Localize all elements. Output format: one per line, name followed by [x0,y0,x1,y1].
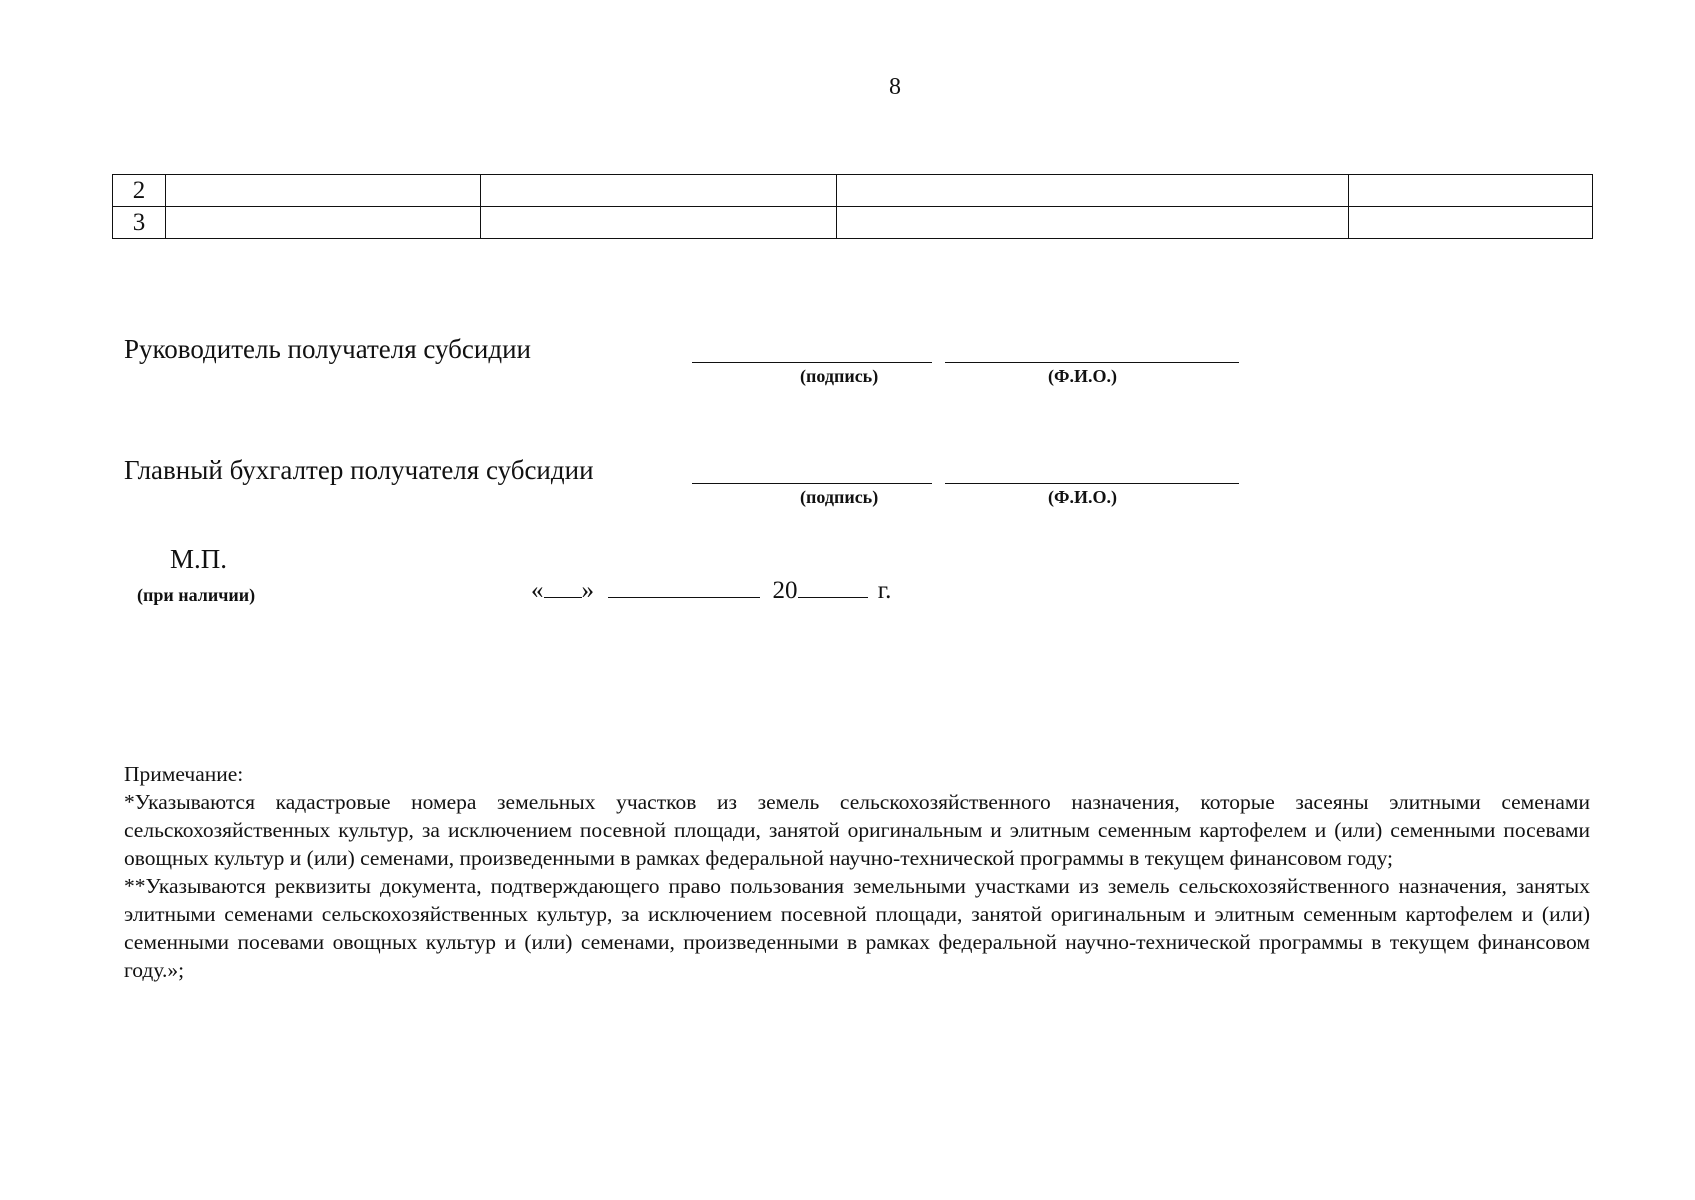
accountant-name-line[interactable] [945,483,1239,484]
head-signature-caption: (подпись) [800,366,879,386]
date-year-blank[interactable] [798,575,868,598]
date-open-quote: « [531,577,544,604]
head-signature-label: Руководитель получателя субсидии [124,334,531,364]
accountant-signature-line[interactable] [692,483,932,484]
table-cell [166,175,481,207]
stamp-label: М.П. [170,544,228,574]
note-item-2: **Указываются реквизиты документа, подтверждающего право пользования земельными участками из земель сельскохозяйственного назначения, занятых элитными семенами сельскохозяйственных культур, за исключением посевной площади, занятой оригинальным и элитным семенным картофелем и (или) семенными посевами овощных культур и (или) семенами, произведенными в рамках федеральной научно-технической программы в текущем финансовом году.»; [124,874,1590,982]
table-cell [1349,175,1593,207]
table-row [113,175,1593,207]
row-number-cell: 2 [113,175,166,207]
accountant-name-caption: (Ф.И.О.) [1048,487,1117,507]
date-year-suffix: г. [877,577,892,604]
page-number: 8 [889,74,901,100]
table-cell [837,207,1349,239]
table-row [113,207,1593,239]
note-item-1: *Указываются кадастровые номера земельных участков из земель сельскохозяйственного назначения, которые засеяны элитными семенами сельскохозяйственных культур, за исключением посевной площади, занятой оригинальным и элитным семенным картофелем и (или) семенными посевами овощных культур и (или) семенами, произведенными в рамках федеральной научно-технической программы в текущем финансовом году; [124,790,1590,870]
date-close-quote: » [581,577,594,604]
date-year-prefix: 20 [772,577,798,604]
date-row [531,575,891,605]
stamp-caption: (при наличии) [137,585,256,605]
head-name-caption: (Ф.И.О.) [1048,366,1117,386]
head-name-line[interactable] [945,362,1239,363]
table-cell [166,207,481,239]
date-day-blank[interactable] [544,575,582,598]
table-cell [481,207,837,239]
date-month-blank[interactable] [608,575,760,598]
table-cell [481,175,837,207]
accountant-signature-label: Главный бухгалтер получателя субсидии [124,455,594,485]
data-table [112,174,1593,239]
row-number-cell: 3 [113,207,166,239]
table-cell [837,175,1349,207]
note-title: Примечание: [124,762,244,786]
head-signature-line[interactable] [692,362,932,363]
note-block [124,760,1590,984]
accountant-signature-caption: (подпись) [800,487,879,507]
table-cell [1349,207,1593,239]
